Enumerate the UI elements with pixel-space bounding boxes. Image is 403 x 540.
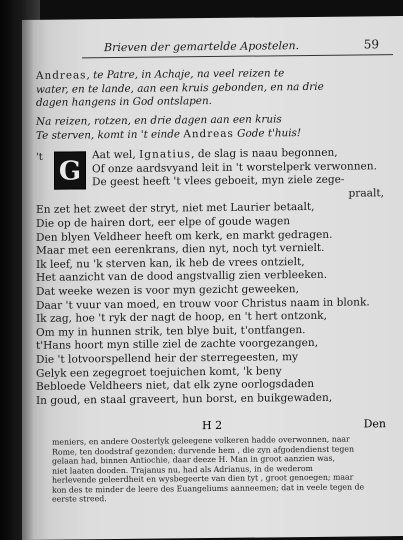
argument-line: dagen hangens in God ontslapen.	[36, 95, 212, 109]
verse-body	[36, 146, 398, 408]
footnote-line: eerste streed.	[52, 494, 107, 504]
verse-line: Maar met een eerenkrans, dien nyt, noch tyt vernielt.	[36, 241, 325, 258]
footnote-line: gelaan had, binnen Antiochie, daar deeze H. Man in groot aanzien was,	[52, 453, 335, 466]
verse-line: Bebloede Veldheers niet, dat elk zyne oorlogsdaden	[36, 378, 315, 393]
verse-line: Dat weeke wezen is voor myn gezicht geweeken,	[36, 283, 299, 298]
motto-text: Gode t'huis!	[237, 126, 302, 140]
verse-name: Ignatius	[139, 148, 192, 161]
verse-line: Die 't lotvoorspellend heir der sterregeesten, my	[36, 351, 299, 366]
verse-text: Aat wel,	[92, 148, 136, 162]
verse-line: Ik zag, hoe 't ryk der nagt de hoop, en 't hert ontzonk,	[36, 309, 327, 325]
page-number: 59	[363, 37, 379, 52]
argument-name: Andreas	[36, 69, 87, 82]
motto-line	[36, 126, 396, 143]
verse-line: t'Hans hoort myn stille ziel de zachte voorgezangen,	[36, 337, 319, 353]
argument-text: , te Patre, in Achaje, na veel reizen te	[86, 67, 285, 82]
verse-line: Die op de hairen dort, eer elpe of goude wagen	[36, 215, 291, 230]
apostrophe-t: 't	[36, 151, 43, 163]
footnote-line: herlevende geleerdheit en wysbegeerte van dien tyt , groot genoegen; maar	[52, 472, 354, 485]
verse-text: , de slag is naau begonnen,	[191, 146, 338, 161]
verse-line: Om my in hunnen strik, ten blye buit, t'ontfangen.	[36, 323, 306, 339]
verse-line: Het aanzicht van de dood angstvallig zien verbleeken.	[36, 269, 328, 285]
letter-argument	[36, 66, 396, 110]
signature-row	[36, 417, 394, 433]
verse-line: Den blyen Veldheer heeft om kerk, en markt gedragen.	[36, 228, 333, 244]
motto	[36, 112, 396, 143]
footnote-line: niet laaten dooden. Trajanus nu, had als Adrianus, in de wederom	[52, 463, 313, 476]
initial-letter: G	[58, 156, 82, 187]
running-header	[82, 38, 393, 58]
footnote-line: Rome, ten doodstraf gezonden; durvende hem , die zyn afgodendienst tegen	[52, 444, 355, 457]
verse-line: In goud, en staal graveert, hun borst, en buikgewaden,	[36, 391, 333, 407]
verse-line: Daar 't vuur van moed, en trouw voor Christus naam in blonk.	[36, 295, 370, 312]
argument-line: water, en te lande, aan een kruis gebonden, en na drie	[36, 80, 324, 96]
footnote	[52, 434, 392, 504]
verse-line: Of onze aardsvyand leit in 't worstelperk verwonnen.	[92, 159, 377, 175]
verse-line: praalt,	[348, 186, 384, 200]
footnote-line: kon des te minder de leere des Euangeliums aanneemen; dat in veele tegen de	[52, 481, 365, 495]
verse-line: De geest heeft 't vlees geboeit, myn ziele zege-	[92, 173, 345, 189]
running-title: Brieven der gemartelde Apostelen.	[104, 39, 300, 55]
motto-text: Te sterven, komt in 't einde	[36, 127, 181, 142]
motto-line: Na reizen, rotzen, en drie dagen aan een kruis	[36, 113, 282, 128]
motto-name: Andreas	[183, 127, 234, 140]
verse-line: En zet het zweet der stryt, niet met Laurier betaalt,	[36, 201, 315, 217]
footnote-line: meniers, en andere Oosterlyk geleegene volkeren hadde overwonnen, naar	[52, 434, 350, 447]
signature-mark: H 2	[202, 418, 223, 433]
book-page	[22, 16, 403, 540]
verse-line: Ik leef, nu 'k sterven kan, ik heb de vrees ontzielt,	[36, 255, 305, 271]
catchword: Den	[363, 417, 386, 431]
verse-lines	[36, 200, 398, 408]
decorated-initial	[54, 151, 86, 189]
verse-line: Gelyk een zegegroet toejuichen komt, 'k beny	[36, 364, 282, 380]
